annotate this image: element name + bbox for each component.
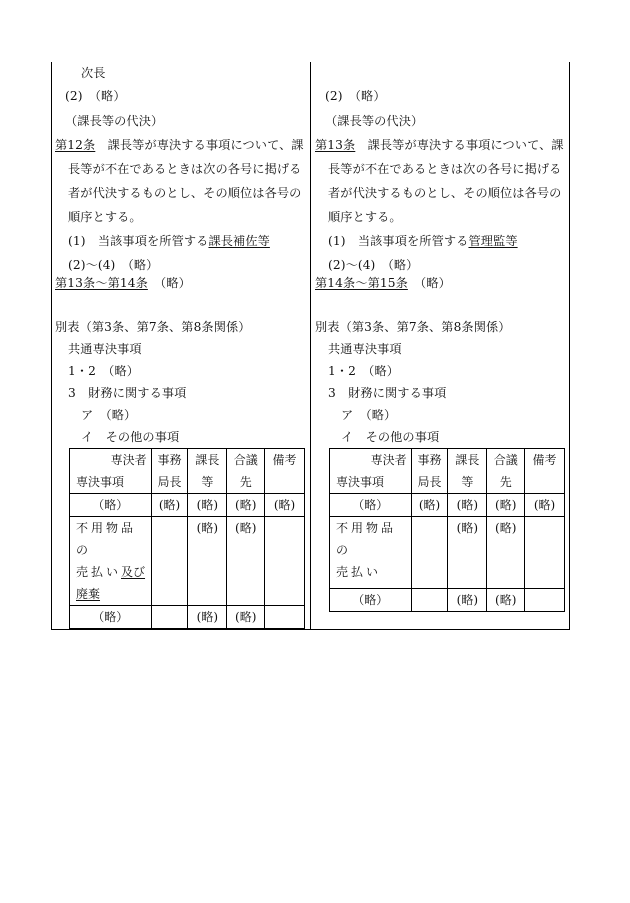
article-text: 課長等が専決する事項について、課: [355, 138, 564, 152]
table-row: [330, 494, 565, 517]
table-header-row: [330, 449, 565, 494]
amended-term: 廃棄: [76, 587, 101, 601]
article-text: 課長等が専決する事項について、課: [95, 138, 304, 152]
table-cell: [525, 589, 565, 612]
table-cell: (略): [487, 589, 525, 612]
table-row: [70, 517, 305, 606]
table-row: [330, 517, 565, 589]
amended-term: 管理監等: [468, 234, 518, 248]
section-heading: （課長等の代決）: [325, 114, 424, 128]
section-heading: （課長等の代決）: [65, 114, 164, 128]
article-line: [315, 276, 451, 290]
text-line: 3 財務に関する事項: [328, 386, 447, 400]
text-line: (2) （略）: [325, 89, 386, 103]
table-cell: (略): [265, 494, 305, 517]
amended-term: 及び: [121, 565, 146, 579]
article-text: （略）: [407, 276, 451, 290]
appendix-title: 別表（第3条、第7条、第8条関係）: [55, 320, 251, 334]
table-cell: (略): [448, 517, 487, 589]
table-header-row: [70, 449, 305, 494]
amended-term: 課長補佐等: [208, 234, 270, 248]
table-cell: 不用物品の 売払い及び 廃棄: [70, 517, 152, 606]
table-cell: [265, 517, 305, 606]
text-line: 共通専決事項: [68, 342, 142, 356]
text-line: イ その他の事項: [81, 430, 180, 444]
text-line: (2)～(4) （略）: [68, 258, 159, 272]
header-cell: 課長 等: [448, 449, 487, 494]
text-line: イ その他の事項: [341, 430, 440, 444]
article-text: （略）: [147, 276, 191, 290]
item-text: (1) 当該事項を所管する: [68, 234, 209, 248]
frame-right-border: [569, 62, 570, 630]
left-column: [51, 62, 307, 630]
article-number: 第13条～第14条: [55, 276, 148, 290]
item-line: [328, 234, 518, 248]
table-cell: (略): [487, 494, 525, 517]
text-line: 3 財務に関する事項: [68, 386, 187, 400]
table-cell: [151, 606, 188, 629]
text-line: 共通専決事項: [328, 342, 402, 356]
item-line: [68, 234, 270, 248]
table-cell: [265, 606, 305, 629]
header-cell: 合議 先: [487, 449, 525, 494]
table-cell: [411, 589, 448, 612]
table-cell: (略): [448, 494, 487, 517]
text-line: 者が代決するものとし、その順位は各号の: [68, 186, 302, 200]
table-cell: （略）: [330, 494, 412, 517]
article-number: 第12条: [55, 138, 96, 152]
table-cell: (略): [487, 517, 525, 589]
table-cell: （略）: [70, 494, 152, 517]
text-line: ア （略）: [341, 408, 397, 422]
article-number: 第13条: [315, 138, 356, 152]
table-cell: (略): [227, 606, 265, 629]
article-line: [315, 138, 564, 152]
header-cell: 専決者 専決事項: [70, 449, 152, 494]
right-column: [311, 62, 567, 630]
text-line: 1・2 （略）: [328, 364, 400, 378]
text-line: 次長: [81, 66, 106, 80]
table-cell: (略): [227, 494, 265, 517]
table-cell: （略）: [70, 606, 152, 629]
table-cell: (略): [525, 494, 565, 517]
text-line: (2) （略）: [65, 89, 126, 103]
comparison-frame: [51, 62, 570, 630]
header-cell: 事務 局長: [151, 449, 188, 494]
text-line: ア （略）: [81, 408, 137, 422]
text-line: 順序とする。: [328, 210, 402, 224]
text-line: 長等が不在であるときは次の各号に掲げる: [328, 162, 562, 176]
header-cell: 事務 局長: [411, 449, 448, 494]
header-cell: 専決者 専決事項: [330, 449, 412, 494]
header-cell: 備考: [265, 449, 305, 494]
article-line: [55, 138, 304, 152]
table-cell: （略）: [330, 589, 412, 612]
table-cell: (略): [188, 606, 227, 629]
delegation-table: [329, 448, 565, 612]
table-row: [330, 589, 565, 612]
text-line: 長等が不在であるときは次の各号に掲げる: [68, 162, 302, 176]
table-cell: (略): [151, 494, 188, 517]
table-cell: (略): [227, 517, 265, 606]
header-cell: 課長 等: [188, 449, 227, 494]
text-line: 順序とする。: [68, 210, 142, 224]
table-row: [70, 494, 305, 517]
item-text: (1) 当該事項を所管する: [328, 234, 469, 248]
table-cell: (略): [188, 494, 227, 517]
text-line: 者が代決するものとし、その順位は各号の: [328, 186, 562, 200]
article-line: [55, 276, 191, 290]
delegation-table: [69, 448, 305, 629]
table-cell: (略): [448, 589, 487, 612]
text-line: (2)～(4) （略）: [328, 258, 419, 272]
text-line: 1・2 （略）: [68, 364, 140, 378]
table-cell: (略): [188, 517, 227, 606]
article-number: 第14条～第15条: [315, 276, 408, 290]
table-cell: [151, 517, 188, 606]
header-cell: 合議 先: [227, 449, 265, 494]
header-cell: 備考: [525, 449, 565, 494]
table-row: [70, 606, 305, 629]
table-cell: (略): [411, 494, 448, 517]
table-cell: 不用物品の 売払い: [330, 517, 412, 589]
appendix-title: 別表（第3条、第7条、第8条関係）: [315, 320, 511, 334]
table-cell: [525, 517, 565, 589]
table-cell: [411, 517, 448, 589]
